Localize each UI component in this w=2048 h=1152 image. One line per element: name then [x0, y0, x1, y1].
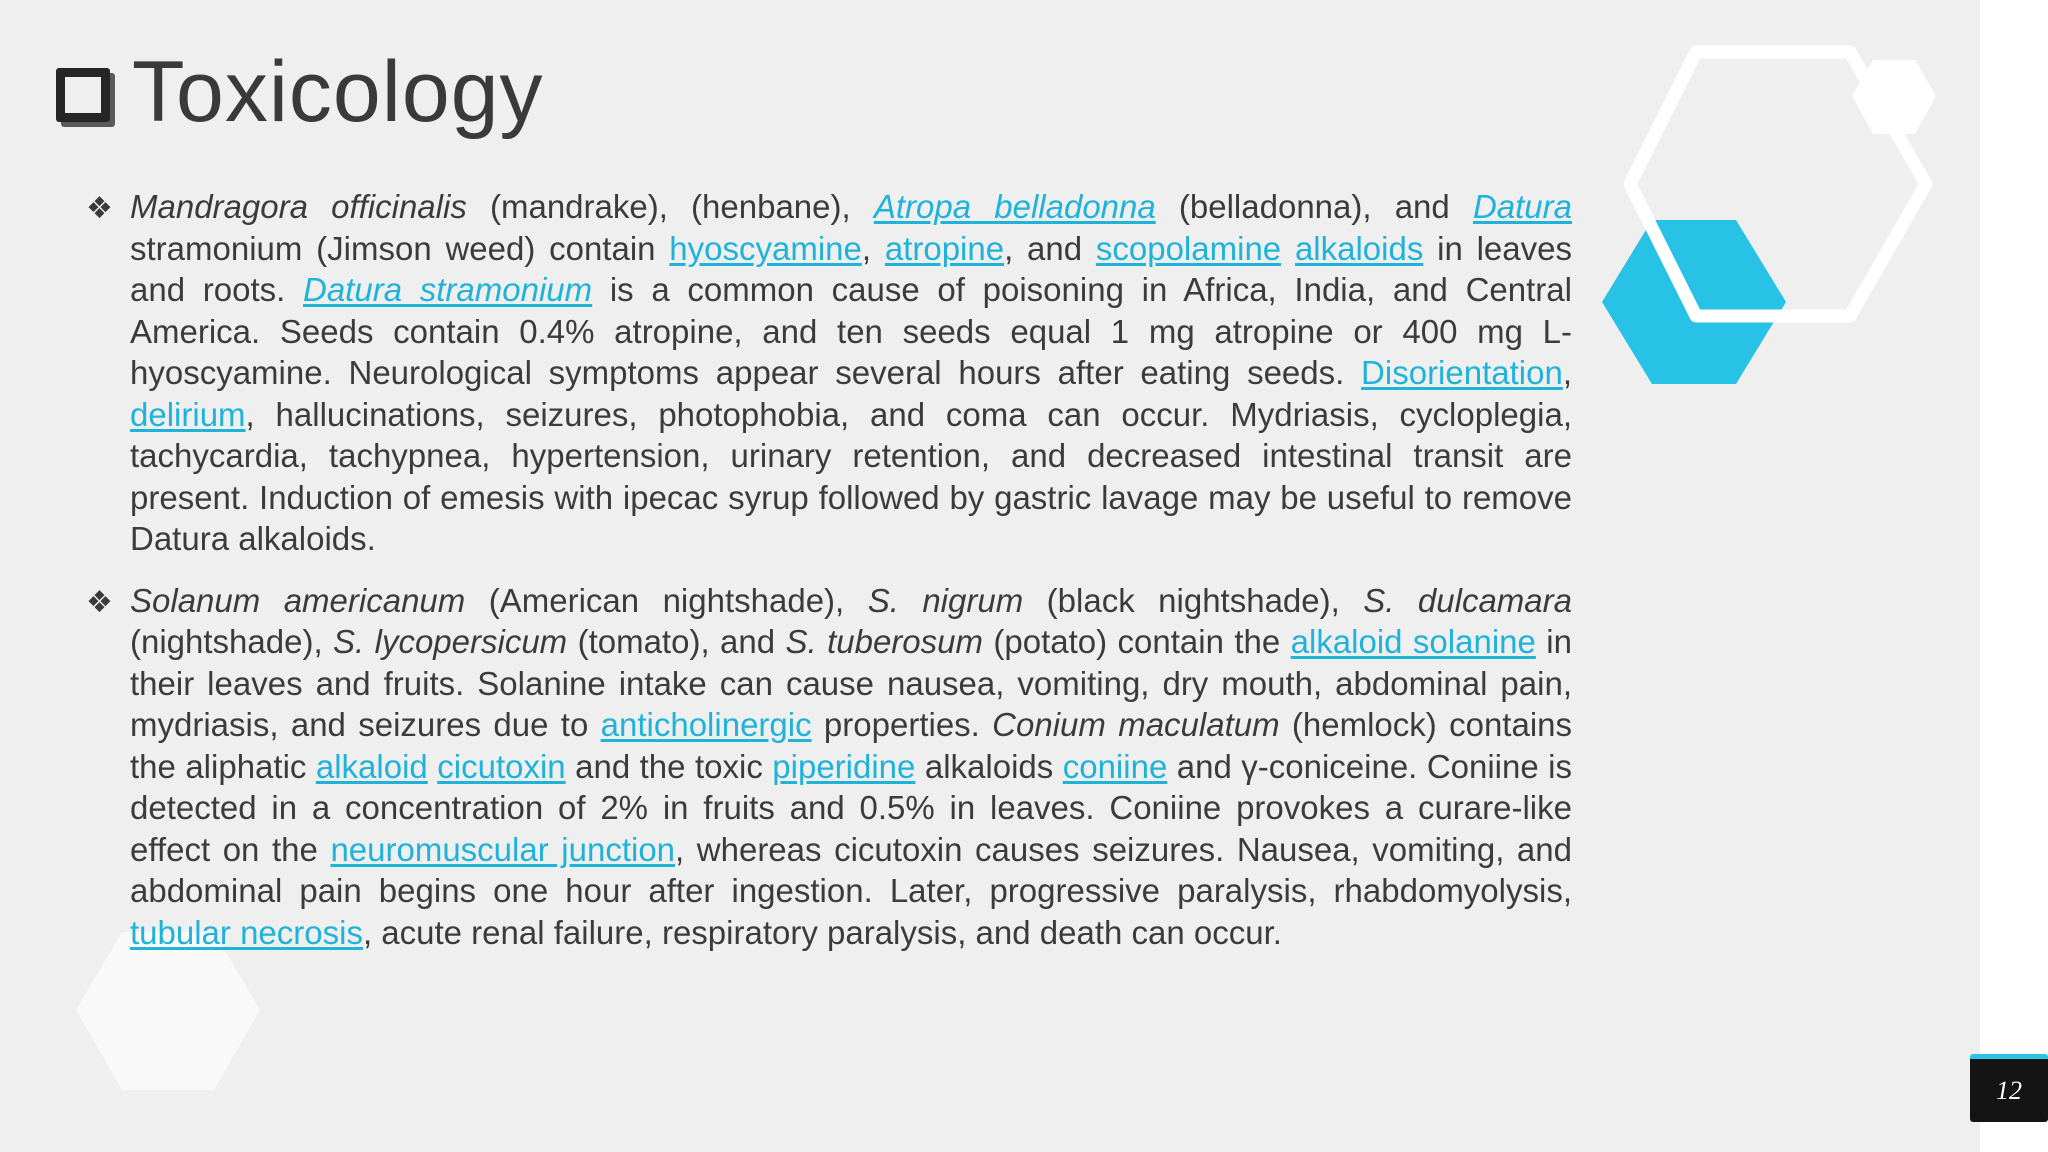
text-run: , acute renal failure, respiratory paralysis, and death can occur.: [362, 913, 1282, 951]
text-run: and the toxic: [565, 747, 773, 785]
term-link[interactable]: atropine: [884, 229, 1005, 267]
text-run: , hallucinations, seizures, photophobia, and coma can occur. Mydriasis, cycloplegia, tachycardia, tachypnea, hypertension, urinary retention, and decreased intestinal transit are present. Induction of emesis with ipecac syrup followed by gastric lavage may be useful to remove Datura alkaloids.: [130, 395, 1572, 557]
text-run: stramonium (Jimson weed) contain: [130, 229, 670, 267]
term-link[interactable]: coniine: [1062, 747, 1168, 785]
term-link[interactable]: Atropa belladonna: [873, 188, 1156, 225]
term-link[interactable]: piperidine: [772, 747, 916, 785]
text-run: (hemlock) contains the aliphatic: [130, 706, 1573, 785]
italic-term: Mandragora officinalis: [130, 188, 467, 225]
text-run: , and: [1004, 229, 1096, 267]
text-run: (American nightshade),: [465, 581, 868, 619]
text-run: [428, 748, 437, 785]
text-run: , whereas cicutoxin causes seizures. Nausea, vomiting, and abdominal pain begins one hour after ingestion. Later, progressive paralysis, rhabdomyolysis,: [130, 830, 1572, 909]
term-link[interactable]: Datura: [1472, 188, 1572, 225]
italic-term: S. lycopersicum: [333, 623, 568, 660]
bullet-text: [130, 188, 1572, 557]
page-number-badge: 12: [1970, 1054, 2048, 1122]
bullet-text: [130, 582, 1572, 951]
four-diamond-bullet-icon: ❖: [86, 192, 113, 225]
term-link[interactable]: Datura stramonium: [303, 271, 593, 308]
term-link[interactable]: neuromuscular junction: [330, 830, 676, 868]
italic-term: S. tuberosum: [785, 623, 983, 660]
term-link[interactable]: alkaloids: [1294, 229, 1424, 267]
text-run: (nightshade),: [130, 623, 334, 660]
text-run: (potato) contain the: [982, 623, 1291, 660]
title-row: [56, 42, 544, 142]
term-link[interactable]: cicutoxin: [437, 747, 566, 785]
text-run: (black nightshade),: [1023, 581, 1364, 619]
text-run: (mandrake), (henbane),: [466, 188, 874, 225]
text-run: and γ-coniceine. Coniine is detected in a concentration of 2% in fruits and 0.5% in leaves. Coniine provokes a curare-like effect on the: [130, 747, 1573, 868]
italic-term: Solanum americanum: [130, 581, 466, 619]
right-gutter: [1980, 0, 2048, 1152]
text-run: properties.: [811, 706, 993, 743]
text-run: ,: [1562, 354, 1572, 391]
text-run: alkaloids: [915, 747, 1063, 785]
text-run: in leaves and roots.: [130, 229, 1572, 308]
term-link[interactable]: scopolamine: [1095, 229, 1282, 267]
term-link[interactable]: alkaloid: [315, 747, 428, 785]
slide-title: Toxicology: [132, 44, 544, 140]
italic-term: Conium maculatum: [992, 706, 1280, 743]
text-run: (belladonna), and: [1155, 188, 1473, 225]
text-run: is a common cause of poisoning in Africa, India, and Central America. Seeds contain 0.4% atropine, and ten seeds equal 1 mg atropine or 400 mg L-hyoscyamine. Neurological symptoms appear several hours after eating seeds.: [130, 271, 1572, 391]
bullet-item: [86, 186, 1572, 560]
text-run: in their leaves and fruits. Solanine intake can cause nausea, vomiting, dry mouth, abdominal pain, mydriasis, and seizures due to: [130, 623, 1572, 743]
slide-content: [86, 186, 1572, 973]
italic-term: S. dulcamara: [1363, 581, 1572, 619]
bullet-item: [86, 580, 1572, 954]
checkbox-square-icon: [56, 68, 110, 122]
text-run: ,: [861, 229, 885, 267]
text-run: (tomato), and: [567, 623, 786, 660]
text-run: [1281, 230, 1295, 267]
term-link[interactable]: anticholinergic: [600, 706, 812, 743]
term-link[interactable]: alkaloid solanine: [1290, 623, 1536, 660]
term-link[interactable]: hyoscyamine: [669, 229, 862, 267]
term-link[interactable]: delirium: [130, 395, 246, 433]
term-link[interactable]: Disorientation: [1361, 354, 1563, 391]
four-diamond-bullet-icon: ❖: [86, 585, 113, 619]
term-link[interactable]: tubular necrosis: [130, 913, 363, 951]
italic-term: S. nigrum: [867, 581, 1024, 619]
